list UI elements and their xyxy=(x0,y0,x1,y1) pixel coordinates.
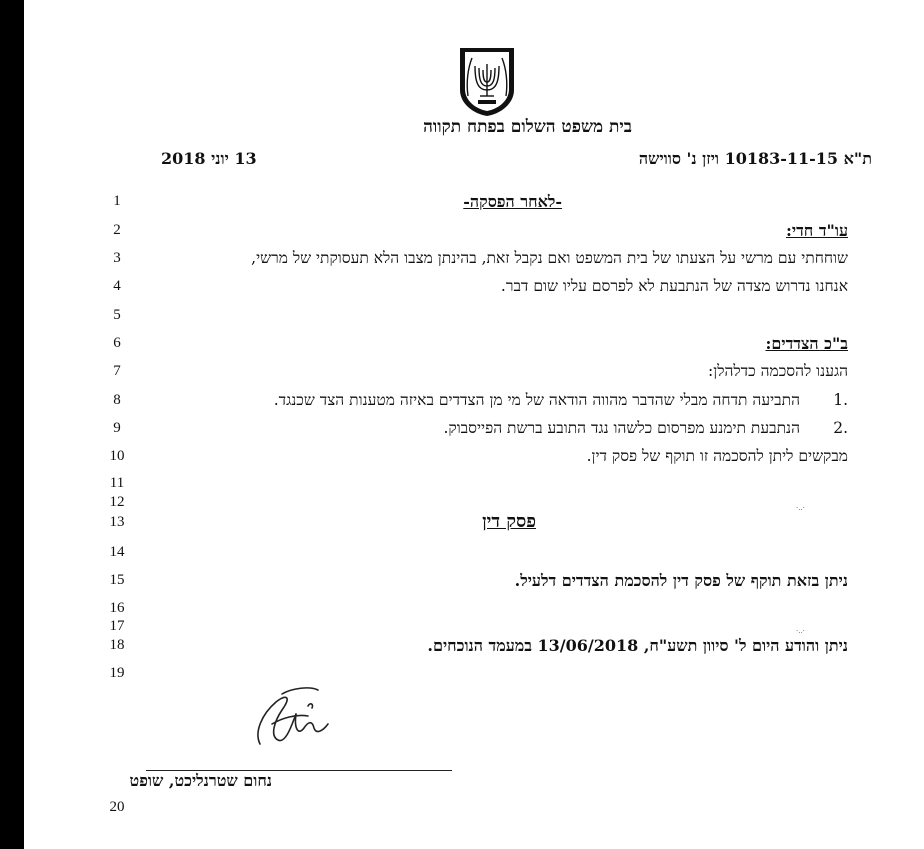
judgment-statement: ניתן בזאת תוקף של פסק דין להסכמת הצדדים דלעיל. xyxy=(514,571,848,590)
recess-heading: -לאחר הפסקה- xyxy=(463,192,562,211)
line-number: 12 xyxy=(109,494,125,510)
court-name: בית משפט השלום בפתח תקווה xyxy=(423,117,632,137)
agreement-intro: הגענו להסכמה כדלהלן: xyxy=(708,362,848,380)
agreement-item-2-number: 2. xyxy=(833,419,848,437)
line-number: 19 xyxy=(109,665,125,681)
line-number: 18 xyxy=(109,637,125,653)
state-emblem-icon xyxy=(456,46,518,118)
line-number: 13 xyxy=(109,514,125,530)
line-number: 11 xyxy=(109,475,125,491)
judge-name: נחום שטרנליכט, שופט xyxy=(129,771,272,790)
line-number: 5 xyxy=(113,307,121,323)
parties-heading: ב"כ הצדדים: xyxy=(765,334,848,353)
line-number: 20 xyxy=(109,799,125,815)
scan-speck: ·..· xyxy=(796,504,805,512)
request-line: מבקשים ליתן להסכמה זו תוקף של פסק דין. xyxy=(586,447,848,465)
line-number: 14 xyxy=(109,544,125,560)
line-number: 3 xyxy=(113,250,121,266)
body-line-4: אנחנו נדרוש מצדה של הנתבעת לא לפרסם עליו שום דבר. xyxy=(500,277,848,295)
hearing-date: 13 יוני 2018 xyxy=(161,149,257,168)
agreement-item-1-number: 1. xyxy=(833,391,848,409)
signature-icon xyxy=(252,684,342,754)
case-reference: ת"א 10183-11-15 ויזן נ' סווישה xyxy=(638,149,872,168)
line-number: 4 xyxy=(113,278,121,294)
line-number: 8 xyxy=(113,392,121,408)
line-number: 2 xyxy=(113,222,121,238)
line-number: 15 xyxy=(109,572,125,588)
line-number: 6 xyxy=(113,335,121,351)
line-number: 10 xyxy=(109,448,125,464)
line-number: 9 xyxy=(113,420,121,436)
agreement-item-2: הנתבעת תימנע מפרסום כלשהו נגד התובע ברשת הפייסבוק. xyxy=(443,419,800,437)
issued-statement: ניתן והודע היום ל' סיוון תשע"ח, 13/06/2018 במעמד הנוכחים. xyxy=(427,636,848,655)
line-number: 7 xyxy=(113,363,121,379)
line-number: 1 xyxy=(113,193,121,209)
document-page xyxy=(24,0,924,849)
attorney-heading: עו"ד חדי: xyxy=(785,221,848,240)
scan-speck: ·..· xyxy=(796,627,805,635)
line-number: 17 xyxy=(109,618,125,634)
line-number: 16 xyxy=(109,600,125,616)
judgment-heading: פסק דין xyxy=(482,511,536,532)
body-line-3: שוחחתי עם מרשי על הצעתו של בית המשפט ואם נקבל זאת, בהינתן מצבו הלא תעסוקתי של מרשי, xyxy=(251,249,848,267)
agreement-item-1: התביעה תדחה מבלי שהדבר מהווה הודאה של מי מן הצדדים באיזה מטענות הצד שכנגד. xyxy=(273,391,800,409)
